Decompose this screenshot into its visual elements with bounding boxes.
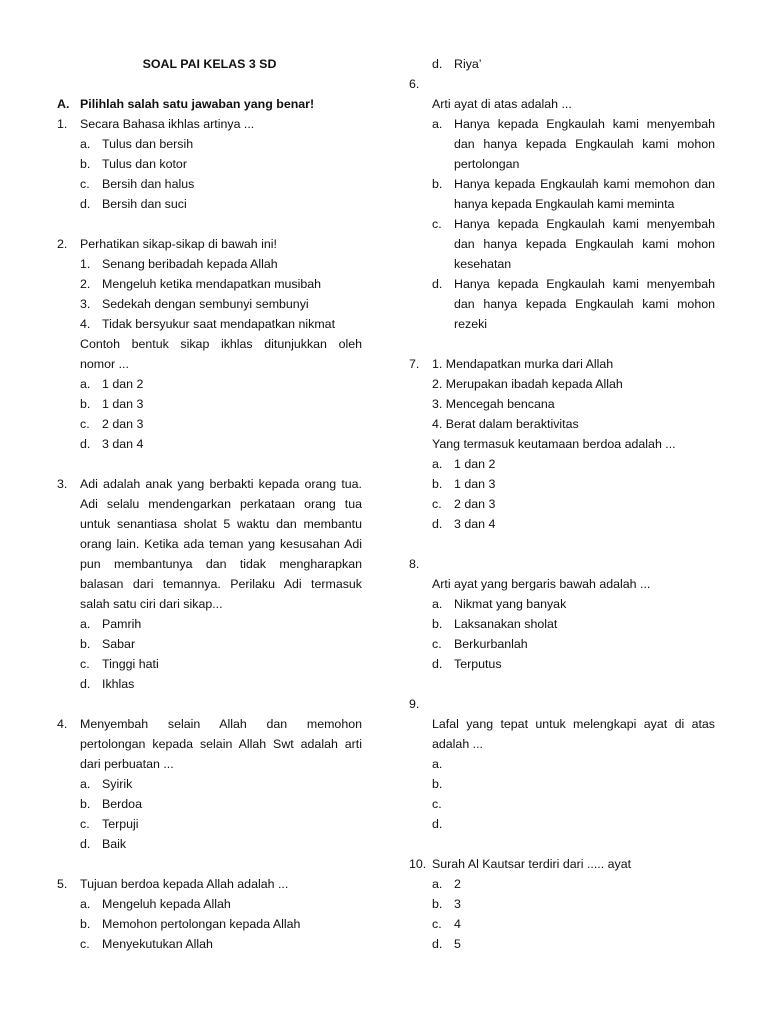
option-b <box>409 174 715 194</box>
option-b <box>409 894 715 914</box>
option-label: c. <box>432 217 442 231</box>
question-text-line: orang lain. Ketika ada teman yang kesusahan Adi <box>80 537 362 551</box>
question-prompt-line: nomor ... <box>80 357 129 371</box>
option-text-line: kesehatan <box>454 257 512 271</box>
option-label: b. <box>432 897 443 911</box>
option-d <box>57 674 362 694</box>
statement-item: 3. Mencegah bencana <box>432 397 555 411</box>
option-text-line: Hanya kepada Engkaulah kami memohon dan <box>454 177 715 191</box>
item-text: Tidak bersyukur saat mendapatkan nikmat <box>102 317 336 331</box>
option-label: a. <box>432 117 443 131</box>
option-label: b. <box>80 917 91 931</box>
option-label: c. <box>432 797 442 811</box>
option-label: c. <box>80 417 90 431</box>
option-text: Pamrih <box>102 617 142 631</box>
question-9 <box>409 694 715 834</box>
option-label: d. <box>432 277 443 291</box>
question-2 <box>57 234 362 454</box>
statement-item: 2. Merupakan ibadah kepada Allah <box>432 377 623 391</box>
option-text-line: Hanya kepada Engkaulah kami menyembah <box>454 277 715 291</box>
statement-item: 1. Mendapatkan murka dari Allah <box>432 357 614 371</box>
option-text: 5 <box>454 937 461 951</box>
question-number: 6. <box>409 77 420 91</box>
option-label: b. <box>80 797 91 811</box>
option-label: b. <box>80 397 91 411</box>
option-b <box>409 474 715 494</box>
question-text-line: Adi selalu mendengarkan perkataan orang tua <box>80 497 362 511</box>
question-text-line: Adi adalah anak yang berbakti kepada orang tua. <box>80 477 362 491</box>
option-a <box>409 594 715 614</box>
option-d <box>409 514 715 534</box>
option-text: Nikmat yang banyak <box>454 597 567 611</box>
statement-item <box>57 294 362 314</box>
question-text-line: adalah ... <box>432 737 483 751</box>
option-d <box>409 814 715 834</box>
statement-item <box>57 314 362 334</box>
statement-item <box>57 254 362 274</box>
option-a <box>409 874 715 894</box>
option-label: a. <box>432 877 443 891</box>
question-7 <box>409 354 715 534</box>
question-number: 5. <box>57 877 68 891</box>
option-text: 1 dan 2 <box>454 457 496 471</box>
option-c <box>409 634 715 654</box>
question-text: Surah Al Kautsar terdiri dari ..... ayat <box>432 857 632 871</box>
option-text: Laksanakan sholat <box>454 617 558 631</box>
option-text: 2 <box>454 877 461 891</box>
question-number: 9. <box>409 697 420 711</box>
item-label: 4. <box>80 317 91 331</box>
question-text-line: untuk senantiasa sholat 5 waktu dan membantu <box>80 517 362 531</box>
question-text: Arti ayat yang bergaris bawah adalah ... <box>432 577 651 591</box>
option-c <box>409 794 715 814</box>
question-8 <box>409 554 715 674</box>
item-label: 2. <box>80 277 91 291</box>
question-text-line: dari perbuatan ... <box>80 757 174 771</box>
option-label: d. <box>80 837 91 851</box>
option-text: Menyekutukan Allah <box>102 937 213 951</box>
option-b <box>57 394 362 414</box>
option-label: d. <box>80 197 91 211</box>
option-label: d. <box>432 937 443 951</box>
question-text: Arti ayat di atas adalah ... <box>432 97 572 111</box>
option-text: Baik <box>102 837 127 851</box>
question-number: 4. <box>57 717 68 731</box>
option-b <box>57 794 362 814</box>
option-label: d. <box>432 657 443 671</box>
option-label: a. <box>80 377 91 391</box>
option-label: b. <box>432 177 443 191</box>
option-d <box>409 54 715 74</box>
question-4 <box>57 714 362 854</box>
option-a <box>57 774 362 794</box>
question-text-line: pun membantunya dan tidak mengharapkan <box>80 557 362 571</box>
option-text-line: dan hanya kepada Engkaulah kami mohon <box>454 297 715 311</box>
option-label: a. <box>432 597 443 611</box>
option-b <box>409 614 715 634</box>
item-label: 3. <box>80 297 91 311</box>
option-text: Bersih dan suci <box>102 197 187 211</box>
option-label: a. <box>80 897 91 911</box>
option-c <box>57 654 362 674</box>
option-text: Mengeluh kepada Allah <box>102 897 231 911</box>
question-3 <box>57 474 362 694</box>
option-d <box>57 834 362 854</box>
question-number: 2. <box>57 237 68 251</box>
option-label: a. <box>80 777 91 791</box>
option-c <box>57 814 362 834</box>
option-label: d. <box>432 817 443 831</box>
left-column <box>57 54 362 954</box>
option-text: Riya’ <box>454 57 482 71</box>
question-6 <box>409 74 715 334</box>
question-text: Secara Bahasa ikhlas artinya ... <box>80 117 255 131</box>
question-text-line: pertolongan kepada selain Allah Swt adalah arti <box>80 737 362 751</box>
option-d <box>409 274 715 294</box>
option-text: Berkurbanlah <box>454 637 528 651</box>
option-label: b. <box>432 617 443 631</box>
question-text-line: salah satu ciri dari sikap... <box>80 597 223 611</box>
page-title: SOAL PAI KELAS 3 SD <box>142 57 277 71</box>
right-column <box>409 54 715 954</box>
option-text: 2 dan 3 <box>454 497 496 511</box>
option-text: 1 dan 3 <box>454 477 496 491</box>
option-text-line: Hanya kepada Engkaulah kami menyembah <box>454 217 715 231</box>
question-text-line: Menyembah selain Allah dan memohon <box>80 717 362 731</box>
item-label: 1. <box>80 257 91 271</box>
option-label: c. <box>432 637 442 651</box>
option-a <box>57 374 362 394</box>
question-text-line: Lafal yang tepat untuk melengkapi ayat di atas <box>432 717 715 731</box>
option-label: c. <box>80 177 90 191</box>
item-text: Senang beribadah kepada Allah <box>102 257 278 271</box>
option-text: 3 dan 4 <box>102 437 144 451</box>
option-a <box>409 114 715 134</box>
option-b <box>409 774 715 794</box>
option-label: b. <box>80 157 91 171</box>
option-text: Tulus dan bersih <box>102 137 194 151</box>
question-1 <box>57 114 362 214</box>
option-c <box>409 214 715 234</box>
question-number: 7. <box>409 357 420 371</box>
section-instruction: Pilihlah salah satu jawaban yang benar! <box>80 97 315 111</box>
option-label: a. <box>432 757 443 771</box>
option-label: b. <box>432 477 443 491</box>
option-label: c. <box>80 657 90 671</box>
option-label: c. <box>80 817 90 831</box>
option-d <box>57 434 362 454</box>
option-label: d. <box>80 437 91 451</box>
option-text: 1 dan 2 <box>102 377 144 391</box>
option-label: b. <box>432 777 443 791</box>
option-text-line: dan hanya kepada Engkaulah kami mohon <box>454 137 715 151</box>
option-text: 2 dan 3 <box>102 417 144 431</box>
option-c <box>57 934 362 954</box>
option-label: d. <box>80 677 91 691</box>
statement-item: 4. Berat dalam beraktivitas <box>432 417 579 431</box>
option-label: a. <box>80 617 91 631</box>
option-text: Tinggi hati <box>102 657 159 671</box>
option-text-line: hanya kepada Engkaulah kami meminta <box>454 197 675 211</box>
option-text: 3 <box>454 897 461 911</box>
option-text: Memohon pertolongan kepada Allah <box>102 917 301 931</box>
question-5 <box>57 874 362 954</box>
question-number: 10. <box>409 857 427 871</box>
option-text: 3 dan 4 <box>454 517 496 531</box>
option-label: d. <box>432 57 443 71</box>
option-text: Berdoa <box>102 797 142 811</box>
option-text-line: rezeki <box>454 317 488 331</box>
option-text: Syirik <box>102 777 133 791</box>
option-text: Sabar <box>102 637 136 651</box>
option-label: b. <box>80 637 91 651</box>
option-text: Tulus dan kotor <box>102 157 187 171</box>
option-c <box>57 174 362 194</box>
option-c <box>57 414 362 434</box>
option-d <box>409 934 715 954</box>
statement-item <box>57 274 362 294</box>
question-number: 1. <box>57 117 68 131</box>
option-b <box>57 634 362 654</box>
option-text: Terputus <box>454 657 502 671</box>
option-text: Terpuji <box>102 817 139 831</box>
option-d <box>57 194 362 214</box>
question-number: 3. <box>57 477 68 491</box>
option-label: d. <box>432 517 443 531</box>
option-text: Bersih dan halus <box>102 177 195 191</box>
option-label: a. <box>80 137 91 151</box>
option-text: 4 <box>454 917 461 931</box>
option-text: 1 dan 3 <box>102 397 144 411</box>
option-a <box>57 894 362 914</box>
option-c <box>409 914 715 934</box>
option-d <box>409 654 715 674</box>
option-text-line: Hanya kepada Engkaulah kami menyembah <box>454 117 715 131</box>
section-label: A. <box>57 97 70 111</box>
option-text: Ikhlas <box>102 677 135 691</box>
question-text: Perhatikan sikap-sikap di bawah ini! <box>80 237 277 251</box>
section-heading <box>57 94 362 114</box>
option-a <box>57 134 362 154</box>
option-text-line: pertolongan <box>454 157 520 171</box>
option-a <box>409 454 715 474</box>
question-text: Yang termasuk keutamaan berdoa adalah ... <box>432 437 676 451</box>
option-b <box>57 154 362 174</box>
option-label: a. <box>432 457 443 471</box>
option-a <box>409 754 715 774</box>
question-10 <box>409 854 715 954</box>
item-text: Sedekah dengan sembunyi sembunyi <box>102 297 309 311</box>
option-label: c. <box>80 937 90 951</box>
question-prompt-line: Contoh bentuk sikap ikhlas ditunjukkan oleh <box>80 337 362 351</box>
option-text-line: dan hanya kepada Engkaulah kami mohon <box>454 237 715 251</box>
option-c <box>409 494 715 514</box>
option-label: c. <box>432 917 442 931</box>
question-text: Tujuan berdoa kepada Allah adalah ... <box>80 877 289 891</box>
option-b <box>57 914 362 934</box>
question-number: 8. <box>409 557 420 571</box>
option-label: c. <box>432 497 442 511</box>
question-text-line: balasan dari temannya. Perilaku Adi termasuk <box>80 577 362 591</box>
item-text: Mengeluh ketika mendapatkan musibah <box>102 277 322 291</box>
option-a <box>57 614 362 634</box>
